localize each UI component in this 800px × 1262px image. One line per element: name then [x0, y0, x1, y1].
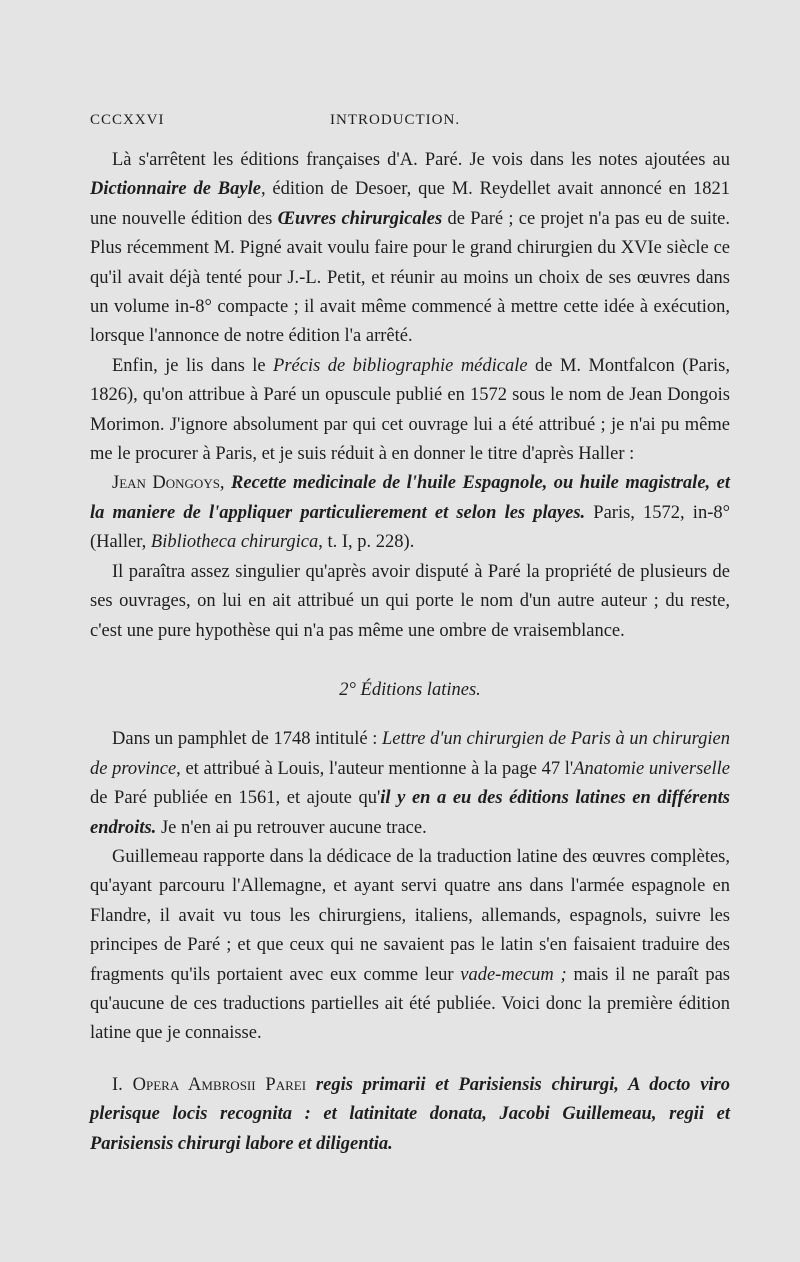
citation1-place: Paris, 1572, in-8° (Haller, [90, 502, 731, 553]
citation2-number: I. [112, 1074, 133, 1095]
para5-vade-mecum: vade-mecum ; [460, 964, 567, 985]
citation2-author: Opera Ambrosii Parei [132, 1074, 307, 1095]
citation2-title: regis primarii et Parisiensis chirurgi, A docto viro plerisque locis recognita : et latinitate donata, Jacobi Guillemeau, regii et Parisiensis chirurgi labore et diligentia. [90, 1074, 730, 1154]
para4-text-g: Je n'en ai pu retrouver aucune trace. [156, 817, 427, 838]
citation1-title: Recette medicinale de l'huile Espagnole, ou huile magistrale, et la maniere de l'appliquer particulierement et selon les playes. [90, 473, 730, 523]
para1-work-title-2: Œuvres chirurgicales [277, 208, 443, 229]
paragraph-1 [90, 146, 730, 352]
section-title: Éditions latines. [360, 679, 481, 700]
paragraph-4 [90, 725, 730, 843]
para4-pamphlet-title: Lettre d'un chirurgien de Paris à un chirurgien de province [90, 729, 730, 779]
para1-text-a: Là s'arrêtent les éditions françaises d'A. Paré. Je vois dans les notes ajoutées au [112, 150, 730, 170]
paragraph-3: Il paraîtra assez singulier qu'après avoir disputé à Paré la propriété de plusieurs de ses ouvrages, on lui en ait attribué un qui porte le nom d'un autre auteur ; du reste, c'est une pure hypothèse qui n'a pas même une ombre de vraisemblance. [90, 561, 730, 641]
para4-work-title: Anatomie universelle [573, 758, 730, 779]
para2-text-c: de M. Montfalcon (Paris, 1826), qu'on attribue à Paré un opuscule publié en 1572 sous le nom de Jean Dongois Morimon. J'ignore absolument par qui cet ouvrage lui a été attribué ; je n'ai pu même me le procurer à Paris, et je suis réduit à en donner le titre d'après Haller : [90, 355, 730, 465]
citation-dongoys [90, 469, 730, 557]
paragraph-2 [90, 352, 730, 470]
para2-text-a: Enfin, je lis dans le [112, 355, 274, 376]
running-title: INTRODUCTION. [330, 112, 461, 128]
paragraph-5 [90, 843, 730, 1049]
para4-text-e: de Paré publiée en 1561, et ajoute qu' [90, 788, 381, 809]
citation1-source: Bibliotheca chirurgica [150, 532, 319, 553]
page-number: CCCXXVI [90, 112, 165, 128]
para5-text-c: mais il ne paraît pas qu'aucune de ces traductions partielles ait été publiée. Voici donc la première édition latine que je connaisse. [90, 964, 730, 1044]
para1-work-title: Dictionnaire de Bayle [90, 179, 261, 200]
section-heading-editions-latines [90, 676, 730, 705]
para4-text-c: , et attribué à Louis, l'auteur mentionne à la page 47 l' [176, 758, 574, 779]
spacer [90, 1049, 730, 1071]
citation1-author: Jean Dongoys, [112, 473, 225, 494]
citation-opera [90, 1071, 730, 1159]
section-number: 2° [339, 679, 356, 700]
para4-quote: il y en a eu des éditions latines en différents endroits. [90, 788, 730, 838]
citation1-ref: , t. I, p. 228). [318, 532, 415, 553]
para2-work-title: Précis de bibliographie médicale [273, 355, 528, 376]
para1-text-e: de Paré ; ce projet n'a pas eu de suite. Plus récemment M. Pigné avait voulu faire pour le grand chirurgien du XVIe siècle ce qu'il avait déjà tenté pour J.-L. Petit, et réunir au moins un choix de ses œuvres dans un volume in-8° compacte ; il avait même commencé à mettre cette idée à exécution, lorsque l'annonce de notre édition l'a arrêté. [90, 208, 730, 347]
para4-text-a: Dans un pamphlet de 1748 intitulé : [112, 729, 383, 750]
page-body [90, 146, 730, 1159]
para1-text-c: , édition de Desoer, que M. Reydellet avait annoncé en 1821 une nouvelle édition des [90, 179, 730, 229]
para5-text-a: Guillemeau rapporte dans la dédicace de la traduction latine des œuvres complètes, qu'ayant parcouru l'Allemagne, et ayant servi quatre ans dans l'armée espagnole en Flandre, il avait vu tous les chirurgiens, italiens, allemands, espagnols, suivre les principes de Paré ; et que ceux qui ne savaient pas le latin s'en faisaient traduire des fragments qu'ils portaient avec eux comme leur [90, 846, 730, 985]
